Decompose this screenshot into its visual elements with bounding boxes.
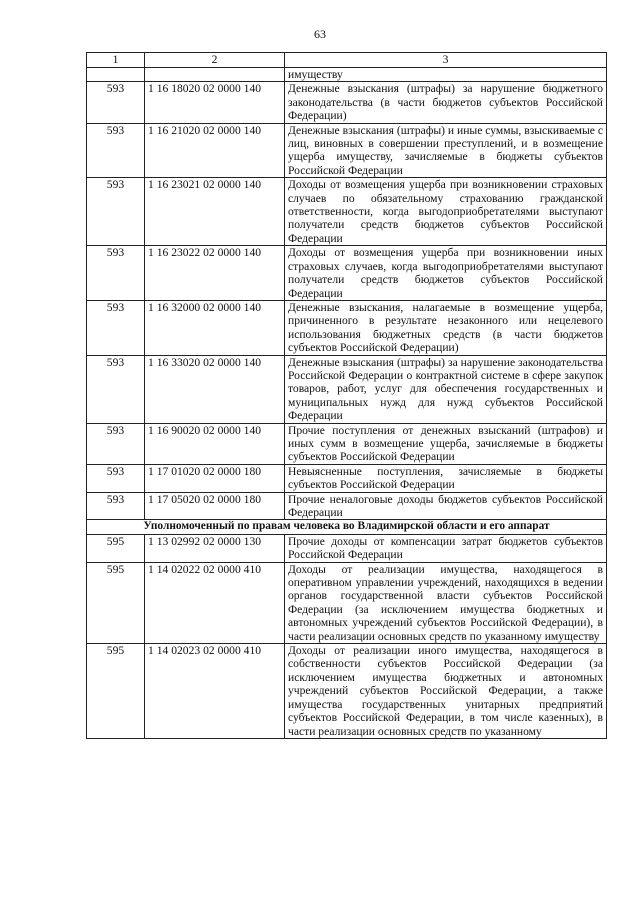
table-row	[87, 300, 607, 355]
table-row	[87, 123, 607, 178]
description-cell: Денежные взыскания (штрафы) за нарушение законодательства Российской Федерации о контрактной системе в сфере закупок товаров, работ, услуг для обеспечения государственных и муниципальных нужд для нужд субъектов Российской Федерации	[285, 355, 607, 423]
revenue-code-cell: 1 16 90020 02 0000 140	[145, 423, 285, 464]
revenue-code-cell: 1 14 02022 02 0000 410	[145, 562, 285, 643]
table-row	[87, 534, 607, 562]
table-row	[87, 562, 607, 643]
description-cell: Доходы от реализации имущества, находящегося в оперативном управлении учреждений, находящихся в ведении органов государственной власти субъектов Российской Федерации (за исключением имущества бюджетных и автономных учреждений субъектов Российской Федерации), в части реализации основных средств по указанному имуществу	[285, 562, 607, 643]
admin-code-cell: 593	[87, 423, 145, 464]
revenue-code-cell: 1 14 02023 02 0000 410	[145, 644, 285, 739]
table-row	[87, 464, 607, 492]
description-cell: Доходы от реализации иного имущества, находящегося в собственности субъектов Российской Федерации (за исключением имущества бюджетных и автономных учреждений субъектов Российской Федерации, а также имущества государственных унитарных предприятий субъектов Российской Федерации, в том числе казенных), в части реализации основных средств по указанному	[285, 644, 607, 739]
table-row	[87, 492, 607, 520]
revenue-code-cell: 1 16 32000 02 0000 140	[145, 300, 285, 355]
revenue-codes-table	[86, 52, 607, 739]
description-cell: Прочие поступления от денежных взысканий (штрафов) и иных сумм в возмещение ущерба, зачисляемые в бюджеты субъектов Российской Федерации	[285, 423, 607, 464]
description-cell: Денежные взыскания, налагаемые в возмещение ущерба, причиненного в результате незаконного или нецелевого использования бюджетных средств (в части бюджетов субъектов Российской Федерации)	[285, 300, 607, 355]
admin-code-cell: 593	[87, 355, 145, 423]
admin-code-cell: 595	[87, 534, 145, 562]
column-header-1: 1	[87, 53, 145, 68]
table-row	[87, 82, 607, 123]
revenue-code-cell: 1 16 18020 02 0000 140	[145, 82, 285, 123]
description-cell: Доходы от возмещения ущерба при возникновении иных страховых случаев, когда выгодоприобретателями выступают получатели средств бюджетов субъектов Российской Федерации	[285, 246, 607, 301]
revenue-code-cell: 1 16 23021 02 0000 140	[145, 178, 285, 246]
admin-code-cell: 593	[87, 300, 145, 355]
revenue-code-cell: 1 16 23022 02 0000 140	[145, 246, 285, 301]
page-number: 63	[314, 27, 326, 41]
admin-code-cell: 593	[87, 492, 145, 520]
description-cell: имуществу	[285, 68, 607, 82]
revenue-code-cell: 1 13 02992 02 0000 130	[145, 534, 285, 562]
revenue-code-cell: 1 17 01020 02 0000 180	[145, 464, 285, 492]
description-cell: Денежные взыскания (штрафы) за нарушение бюджетного законодательства (в части бюджетов субъектов Российской Федерации)	[285, 82, 607, 123]
description-cell: Прочие доходы от компенсации затрат бюджетов субъектов Российской Федерации	[285, 534, 607, 562]
description-cell: Денежные взыскания (штрафы) и иные суммы, взыскиваемые с лиц, виновных в совершении преступлений, и в возмещение ущерба имуществу, зачисляемые в бюджеты субъектов Российской Федерации	[285, 123, 607, 178]
column-header-3: 3	[285, 53, 607, 68]
revenue-code-cell: 1 17 05020 02 0000 180	[145, 492, 285, 520]
table-row	[87, 178, 607, 246]
table-row	[87, 246, 607, 301]
revenue-code-cell	[145, 68, 285, 82]
revenue-code-cell: 1 16 21020 02 0000 140	[145, 123, 285, 178]
admin-code-cell: 593	[87, 246, 145, 301]
revenue-code-cell: 1 16 33020 02 0000 140	[145, 355, 285, 423]
table-row	[87, 68, 607, 82]
section-header-row	[87, 520, 607, 534]
column-header-2: 2	[145, 53, 285, 68]
admin-code-cell: 595	[87, 562, 145, 643]
table-header-row	[87, 53, 607, 68]
admin-code-cell: 593	[87, 464, 145, 492]
description-cell: Прочие неналоговые доходы бюджетов субъектов Российской Федерации	[285, 492, 607, 520]
admin-code-cell: 593	[87, 82, 145, 123]
description-cell: Доходы от возмещения ущерба при возникновении страховых случаев по обязательному страхованию гражданской ответственности, когда выгодоприобретателями выступают получатели средств бюджетов субъектов Российской Федерации	[285, 178, 607, 246]
description-cell: Невыясненные поступления, зачисляемые в бюджеты субъектов Российской Федерации	[285, 464, 607, 492]
table-row	[87, 644, 607, 739]
admin-code-cell: 593	[87, 178, 145, 246]
table-row	[87, 355, 607, 423]
admin-code-cell: 595	[87, 644, 145, 739]
section-title: Уполномоченный по правам человека во Владимирской области и его аппарат	[87, 520, 607, 534]
table-row	[87, 423, 607, 464]
admin-code-cell: 593	[87, 123, 145, 178]
admin-code-cell	[87, 68, 145, 82]
